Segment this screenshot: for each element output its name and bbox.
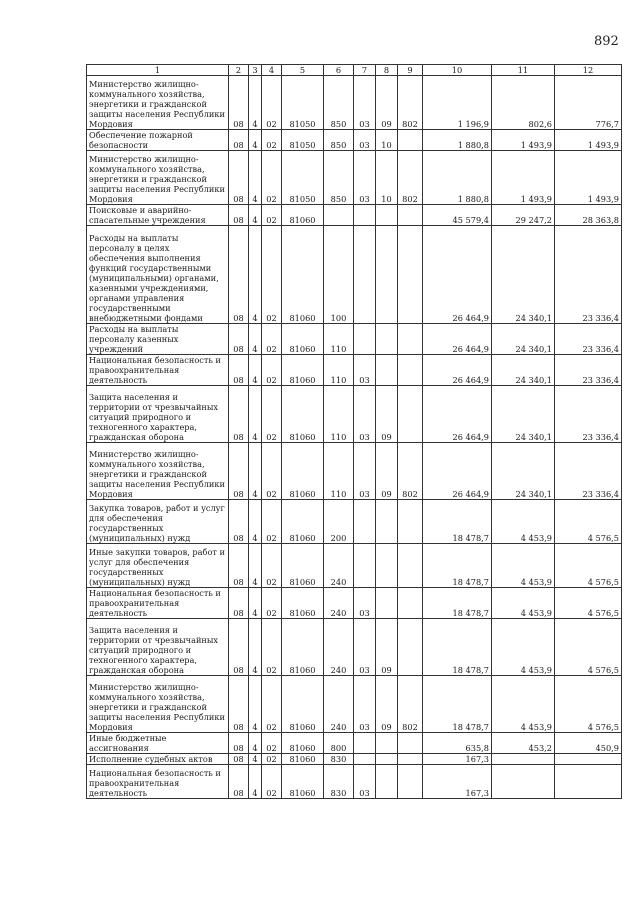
expense-type-cell: [324, 205, 354, 226]
amount-col11-cell: 4 453,9: [492, 619, 555, 676]
amount-col12-cell: 450,9: [555, 733, 622, 754]
amount-col10-cell: 167,3: [423, 765, 492, 799]
subchapter-code-cell: [376, 355, 398, 386]
row-name-cell: Обеспечение пожарной безопасности: [87, 130, 229, 151]
subprogram-code-cell: 02: [262, 754, 282, 765]
subchapter-code-cell: 09: [376, 619, 398, 676]
amount-col11-cell: 4 453,9: [492, 588, 555, 619]
table-row: [87, 500, 622, 544]
amount-col12-cell: 1 493,9: [555, 151, 622, 205]
chapter-code-cell: [354, 754, 376, 765]
row-name-cell: Министерство жилищно-коммунального хозяйства, энергетики и гражданской защиты населения Республики Мордовия: [87, 76, 229, 130]
ministry-code-cell: 802: [398, 76, 423, 130]
ministry-code-cell: [398, 500, 423, 544]
expense-type-cell: 240: [324, 619, 354, 676]
amount-col11-cell: 4 453,9: [492, 544, 555, 588]
subchapter-code-cell: [376, 733, 398, 754]
program-code-cell: 4: [249, 226, 262, 324]
section-code-cell: 08: [229, 619, 249, 676]
table-row: [87, 733, 622, 754]
direction-code-cell: 81060: [282, 765, 324, 799]
direction-code-cell: 81050: [282, 130, 324, 151]
ministry-code-cell: [398, 386, 423, 443]
column-header: 9: [398, 65, 423, 76]
amount-col10-cell: 26 464,9: [423, 355, 492, 386]
subchapter-code-cell: [376, 226, 398, 324]
table-body: [87, 76, 622, 799]
amount-col10-cell: 26 464,9: [423, 443, 492, 500]
subchapter-code-cell: 10: [376, 151, 398, 205]
amount-col11-cell: 453,2: [492, 733, 555, 754]
amount-col11-cell: 4 453,9: [492, 676, 555, 733]
column-header: 12: [555, 65, 622, 76]
ministry-code-cell: 802: [398, 676, 423, 733]
section-code-cell: 08: [229, 324, 249, 355]
chapter-code-cell: 03: [354, 355, 376, 386]
subprogram-code-cell: 02: [262, 500, 282, 544]
amount-col11-cell: 24 340,1: [492, 226, 555, 324]
ministry-code-cell: [398, 619, 423, 676]
chapter-code-cell: 03: [354, 619, 376, 676]
expense-type-cell: 110: [324, 355, 354, 386]
amount-col11-cell: [492, 765, 555, 799]
direction-code-cell: 81060: [282, 733, 324, 754]
amount-col12-cell: 23 336,4: [555, 443, 622, 500]
subchapter-code-cell: [376, 765, 398, 799]
row-name-cell: Иные бюджетные ассигнования: [87, 733, 229, 754]
amount-col12-cell: 1 493,9: [555, 130, 622, 151]
column-header: 7: [354, 65, 376, 76]
expense-type-cell: 110: [324, 443, 354, 500]
amount-col10-cell: 26 464,9: [423, 386, 492, 443]
column-header: 10: [423, 65, 492, 76]
direction-code-cell: 81060: [282, 386, 324, 443]
section-code-cell: 08: [229, 754, 249, 765]
row-name-cell: Исполнение судебных актов: [87, 754, 229, 765]
column-header: 11: [492, 65, 555, 76]
section-code-cell: 08: [229, 226, 249, 324]
column-header: 6: [324, 65, 354, 76]
amount-col12-cell: 23 336,4: [555, 226, 622, 324]
subprogram-code-cell: 02: [262, 324, 282, 355]
direction-code-cell: 81060: [282, 754, 324, 765]
row-name-cell: Министерство жилищно-коммунального хозяйства, энергетики и гражданской защиты населения Республики Мордовия: [87, 443, 229, 500]
table-row: [87, 76, 622, 130]
table-row: [87, 355, 622, 386]
expense-type-cell: 800: [324, 733, 354, 754]
amount-col11-cell: 4 453,9: [492, 500, 555, 544]
amount-col10-cell: 635,8: [423, 733, 492, 754]
row-name-cell: Министерство жилищно-коммунального хозяйства, энергетики и гражданской защиты населения Республики Мордовия: [87, 676, 229, 733]
table-row: [87, 205, 622, 226]
amount-col12-cell: 28 363,8: [555, 205, 622, 226]
ministry-code-cell: [398, 355, 423, 386]
section-code-cell: 08: [229, 76, 249, 130]
expense-type-cell: 240: [324, 676, 354, 733]
table-row: [87, 676, 622, 733]
program-code-cell: 4: [249, 619, 262, 676]
subprogram-code-cell: 02: [262, 443, 282, 500]
expense-type-cell: 850: [324, 151, 354, 205]
direction-code-cell: 81060: [282, 226, 324, 324]
expense-type-cell: 100: [324, 226, 354, 324]
table-row: [87, 765, 622, 799]
program-code-cell: 4: [249, 205, 262, 226]
ministry-code-cell: [398, 205, 423, 226]
direction-code-cell: 81060: [282, 676, 324, 733]
chapter-code-cell: 03: [354, 588, 376, 619]
budget-table: [86, 64, 622, 799]
amount-col12-cell: 776,7: [555, 76, 622, 130]
section-code-cell: 08: [229, 205, 249, 226]
subchapter-code-cell: [376, 500, 398, 544]
chapter-code-cell: 03: [354, 151, 376, 205]
section-code-cell: 08: [229, 500, 249, 544]
section-code-cell: 08: [229, 443, 249, 500]
direction-code-cell: 81060: [282, 619, 324, 676]
subchapter-code-cell: [376, 544, 398, 588]
ministry-code-cell: [398, 544, 423, 588]
program-code-cell: 4: [249, 676, 262, 733]
amount-col11-cell: 24 340,1: [492, 443, 555, 500]
amount-col10-cell: 1 880,8: [423, 151, 492, 205]
section-code-cell: 08: [229, 130, 249, 151]
subchapter-code-cell: 09: [376, 443, 398, 500]
program-code-cell: 4: [249, 76, 262, 130]
ministry-code-cell: 802: [398, 443, 423, 500]
expense-type-cell: 830: [324, 754, 354, 765]
amount-col10-cell: 18 478,7: [423, 619, 492, 676]
ministry-code-cell: [398, 588, 423, 619]
chapter-code-cell: 03: [354, 676, 376, 733]
section-code-cell: 08: [229, 588, 249, 619]
subchapter-code-cell: [376, 205, 398, 226]
expense-type-cell: 200: [324, 500, 354, 544]
row-name-cell: Национальная безопасность и правоохранительная деятельность: [87, 355, 229, 386]
amount-col11-cell: 24 340,1: [492, 386, 555, 443]
ministry-code-cell: [398, 765, 423, 799]
subprogram-code-cell: 02: [262, 151, 282, 205]
chapter-code-cell: [354, 544, 376, 588]
direction-code-cell: 81060: [282, 544, 324, 588]
amount-col10-cell: 18 478,7: [423, 588, 492, 619]
program-code-cell: 4: [249, 386, 262, 443]
table-row: [87, 443, 622, 500]
direction-code-cell: 81050: [282, 151, 324, 205]
subprogram-code-cell: 02: [262, 76, 282, 130]
direction-code-cell: 81060: [282, 355, 324, 386]
amount-col12-cell: 4 576,5: [555, 500, 622, 544]
ministry-code-cell: [398, 733, 423, 754]
amount-col12-cell: 4 576,5: [555, 676, 622, 733]
expense-type-cell: 110: [324, 386, 354, 443]
column-header: 2: [229, 65, 249, 76]
ministry-code-cell: 802: [398, 151, 423, 205]
program-code-cell: 4: [249, 500, 262, 544]
subprogram-code-cell: 02: [262, 544, 282, 588]
subchapter-code-cell: 09: [376, 76, 398, 130]
program-code-cell: 4: [249, 765, 262, 799]
program-code-cell: 4: [249, 544, 262, 588]
subprogram-code-cell: 02: [262, 386, 282, 443]
amount-col11-cell: 29 247,2: [492, 205, 555, 226]
subprogram-code-cell: 02: [262, 733, 282, 754]
chapter-code-cell: [354, 226, 376, 324]
row-name-cell: Закупка товаров, работ и услуг для обеспечения государственных (муниципальных) нужд: [87, 500, 229, 544]
chapter-code-cell: 03: [354, 443, 376, 500]
table-row: [87, 386, 622, 443]
expense-type-cell: 240: [324, 544, 354, 588]
row-name-cell: Национальная безопасность и правоохранительная деятельность: [87, 588, 229, 619]
amount-col12-cell: [555, 754, 622, 765]
amount-col10-cell: 26 464,9: [423, 226, 492, 324]
amount-col11-cell: 1 493,9: [492, 151, 555, 205]
expense-type-cell: 830: [324, 765, 354, 799]
section-code-cell: 08: [229, 386, 249, 443]
chapter-code-cell: 03: [354, 765, 376, 799]
amount-col12-cell: 4 576,5: [555, 619, 622, 676]
amount-col10-cell: 18 478,7: [423, 544, 492, 588]
expense-type-cell: 110: [324, 324, 354, 355]
chapter-code-cell: 03: [354, 386, 376, 443]
subprogram-code-cell: 02: [262, 205, 282, 226]
row-name-cell: Защита населения и территории от чрезвычайных ситуаций природного и техногенного характера, гражданская оборона: [87, 386, 229, 443]
row-name-cell: Поисковые и аварийно-спасательные учреждения: [87, 205, 229, 226]
table-header-row: [87, 65, 622, 76]
amount-col10-cell: 167,3: [423, 754, 492, 765]
amount-col12-cell: 23 336,4: [555, 386, 622, 443]
table-row: [87, 619, 622, 676]
subchapter-code-cell: [376, 754, 398, 765]
subchapter-code-cell: 09: [376, 676, 398, 733]
subprogram-code-cell: 02: [262, 676, 282, 733]
amount-col12-cell: 23 336,4: [555, 324, 622, 355]
amount-col10-cell: 1 880,8: [423, 130, 492, 151]
ministry-code-cell: [398, 324, 423, 355]
column-header: 4: [262, 65, 282, 76]
direction-code-cell: 81060: [282, 443, 324, 500]
chapter-code-cell: [354, 500, 376, 544]
direction-code-cell: 81060: [282, 500, 324, 544]
section-code-cell: 08: [229, 733, 249, 754]
subprogram-code-cell: 02: [262, 619, 282, 676]
program-code-cell: 4: [249, 355, 262, 386]
amount-col10-cell: 18 478,7: [423, 676, 492, 733]
row-name-cell: Защита населения и территории от чрезвычайных ситуаций природного и техногенного характера, гражданская оборона: [87, 619, 229, 676]
subchapter-code-cell: 10: [376, 130, 398, 151]
row-name-cell: Иные закупки товаров, работ и услуг для обеспечения государственных (муниципальных) нужд: [87, 544, 229, 588]
subprogram-code-cell: 02: [262, 765, 282, 799]
chapter-code-cell: 03: [354, 76, 376, 130]
program-code-cell: 4: [249, 588, 262, 619]
program-code-cell: 4: [249, 443, 262, 500]
section-code-cell: 08: [229, 151, 249, 205]
subprogram-code-cell: 02: [262, 355, 282, 386]
amount-col11-cell: [492, 754, 555, 765]
ministry-code-cell: [398, 754, 423, 765]
section-code-cell: 08: [229, 676, 249, 733]
column-header: 3: [249, 65, 262, 76]
subchapter-code-cell: [376, 588, 398, 619]
direction-code-cell: 81050: [282, 76, 324, 130]
table-row: [87, 544, 622, 588]
column-header: 1: [87, 65, 229, 76]
expense-type-cell: 850: [324, 76, 354, 130]
subprogram-code-cell: 02: [262, 588, 282, 619]
table-row: [87, 324, 622, 355]
ministry-code-cell: [398, 130, 423, 151]
table-row: [87, 754, 622, 765]
expense-type-cell: 850: [324, 130, 354, 151]
direction-code-cell: 81060: [282, 205, 324, 226]
page-number: 892: [594, 34, 619, 49]
section-code-cell: 08: [229, 765, 249, 799]
row-name-cell: Расходы на выплаты персоналу в целях обеспечения выполнения функций государственными (муниципальными) органами, казенными учреждениями, органами управления государственными внебюджетными фондами: [87, 226, 229, 324]
amount-col10-cell: 26 464,9: [423, 324, 492, 355]
program-code-cell: 4: [249, 324, 262, 355]
section-code-cell: 08: [229, 355, 249, 386]
chapter-code-cell: 03: [354, 130, 376, 151]
amount-col12-cell: 4 576,5: [555, 588, 622, 619]
row-name-cell: Министерство жилищно-коммунального хозяйства, энергетики и гражданской защиты населения Республики Мордовия: [87, 151, 229, 205]
chapter-code-cell: [354, 733, 376, 754]
table-row: [87, 151, 622, 205]
table-row: [87, 226, 622, 324]
row-name-cell: Расходы на выплаты персоналу казенных учреждений: [87, 324, 229, 355]
program-code-cell: 4: [249, 130, 262, 151]
direction-code-cell: 81060: [282, 588, 324, 619]
amount-col10-cell: 18 478,7: [423, 500, 492, 544]
amount-col12-cell: [555, 765, 622, 799]
section-code-cell: 08: [229, 544, 249, 588]
column-header: 5: [282, 65, 324, 76]
ministry-code-cell: [398, 226, 423, 324]
expense-type-cell: 240: [324, 588, 354, 619]
direction-code-cell: 81060: [282, 324, 324, 355]
amount-col12-cell: 23 336,4: [555, 355, 622, 386]
chapter-code-cell: [354, 205, 376, 226]
program-code-cell: 4: [249, 151, 262, 205]
subchapter-code-cell: 09: [376, 386, 398, 443]
amount-col12-cell: 4 576,5: [555, 544, 622, 588]
chapter-code-cell: [354, 324, 376, 355]
amount-col11-cell: 24 340,1: [492, 324, 555, 355]
subprogram-code-cell: 02: [262, 130, 282, 151]
table-row: [87, 130, 622, 151]
amount-col10-cell: 45 579,4: [423, 205, 492, 226]
program-code-cell: 4: [249, 754, 262, 765]
row-name-cell: Национальная безопасность и правоохранительная деятельность: [87, 765, 229, 799]
program-code-cell: 4: [249, 733, 262, 754]
table-row: [87, 588, 622, 619]
amount-col11-cell: 24 340,1: [492, 355, 555, 386]
subchapter-code-cell: [376, 324, 398, 355]
amount-col10-cell: 1 196,9: [423, 76, 492, 130]
column-header: 8: [376, 65, 398, 76]
subprogram-code-cell: 02: [262, 226, 282, 324]
amount-col11-cell: 1 493,9: [492, 130, 555, 151]
amount-col11-cell: 802,6: [492, 76, 555, 130]
